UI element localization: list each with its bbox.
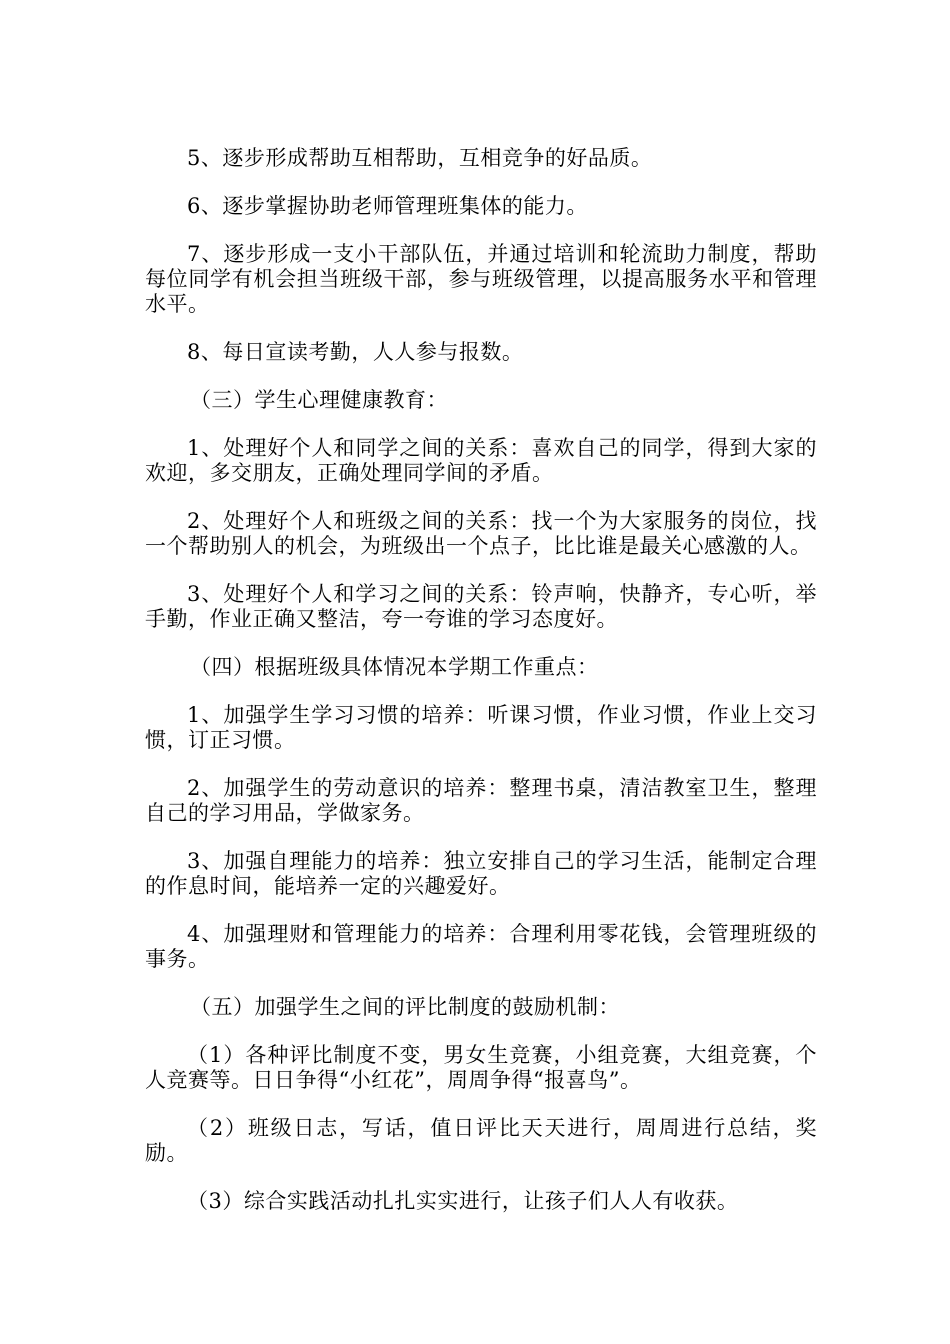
focus-item-3: 3、加强自理能力的培养：独立安排自己的学习生活，能制定合理的作息时间，能培养一定的兴趣爱好。 bbox=[145, 849, 817, 898]
evaluation-item-3: （3）综合实践活动扎扎实实进行，让孩子们人人有收获。 bbox=[187, 1189, 739, 1213]
list-item-6: 6、逐步掌握协助老师管理班集体的能力。 bbox=[187, 194, 588, 218]
focus-item-2: 2、加强学生的劳动意识的培养：整理书桌，清洁教室卫生，整理自己的学习用品，学做家务。 bbox=[145, 776, 817, 825]
psych-item-2: 2、处理好个人和班级之间的关系：找一个为大家服务的岗位，找一个帮助别人的机会，为班级出一个点子，比比谁是最关心感激的人。 bbox=[145, 509, 817, 558]
evaluation-item-2: （2）班级日志，写话，值日评比天天进行，周周进行总结，奖励。 bbox=[145, 1116, 817, 1165]
document-body bbox=[145, 146, 817, 1237]
section-heading-4: （四）根据班级具体情况本学期工作重点： bbox=[190, 655, 599, 679]
section-heading-5: （五）加强学生之间的评比制度的鼓励机制： bbox=[190, 995, 620, 1019]
evaluation-item-1: （1）各种评比制度不变，男女生竞赛，小组竞赛，大组竞赛，个人竞赛等。日日争得“小红花”，周周争得“报喜鸟”。 bbox=[145, 1043, 817, 1092]
list-item-8: 8、每日宣读考勤，人人参与报数。 bbox=[187, 340, 524, 364]
section-heading-3: （三）学生心理健康教育： bbox=[190, 388, 448, 412]
focus-item-4: 4、加强理财和管理能力的培养：合理利用零花钱，会管理班级的事务。 bbox=[145, 922, 817, 971]
focus-item-1: 1、加强学生学习习惯的培养：听课习惯，作业习惯，作业上交习惯，订正习惯。 bbox=[145, 703, 817, 752]
psych-item-1: 1、处理好个人和同学之间的关系：喜欢自己的同学，得到大家的欢迎，多交朋友，正确处理同学间的矛盾。 bbox=[145, 436, 817, 485]
psych-item-3: 3、处理好个人和学习之间的关系：铃声响，快静齐，专心听，举手勤，作业正确又整洁，夸一夸谁的学习态度好。 bbox=[145, 582, 817, 631]
list-item-5: 5、逐步形成帮助互相帮助，互相竞争的好品质。 bbox=[187, 146, 653, 170]
list-item-7: 7、逐步形成一支小干部队伍，并通过培训和轮流助力制度，帮助每位同学有机会担当班级干部，参与班级管理，以提高服务水平和管理水平。 bbox=[145, 242, 817, 316]
